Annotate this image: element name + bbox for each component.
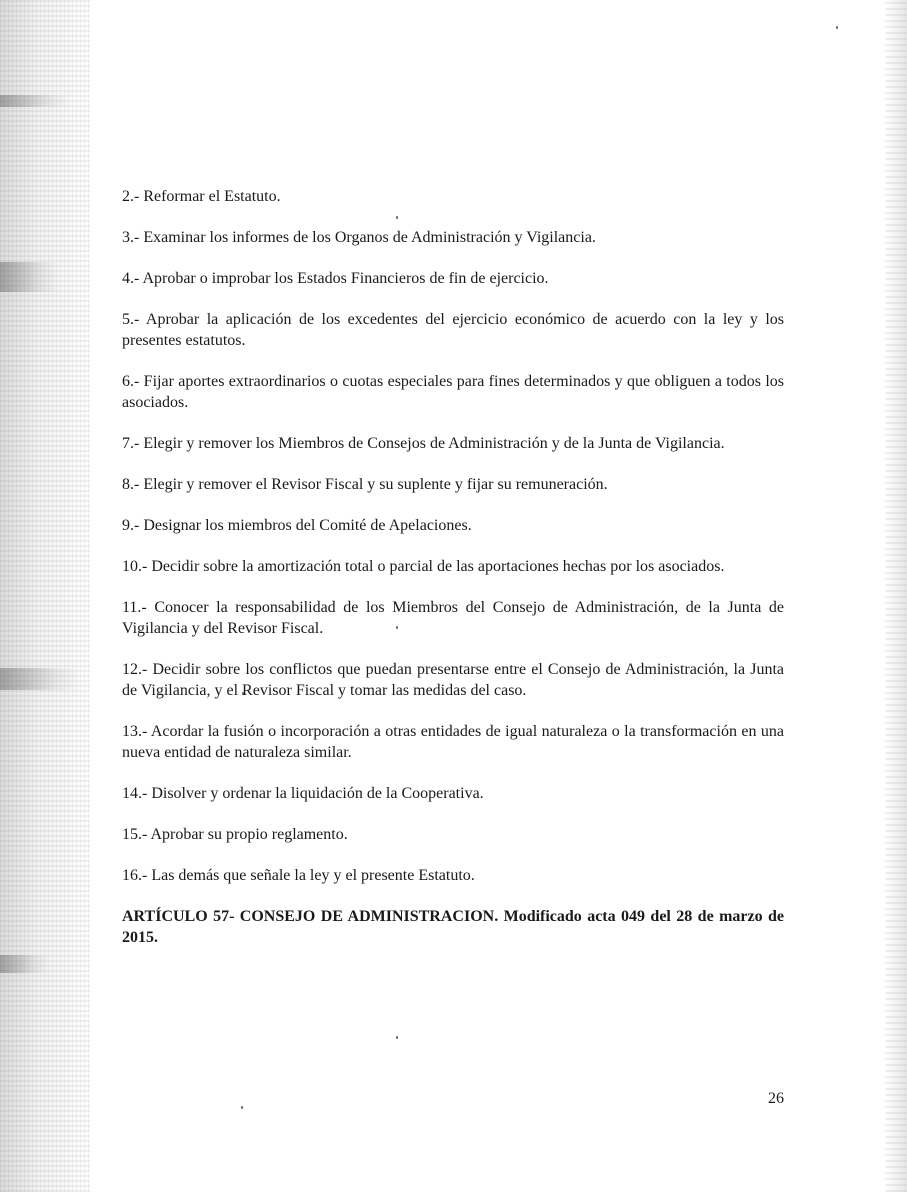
list-item: 14.- Disolver y ordenar la liquidación de la Cooperativa. (122, 785, 484, 802)
scan-artifact-right (885, 0, 907, 1192)
scan-speck (241, 1106, 243, 1109)
list-item: 9.- Designar los miembros del Comité de Apelaciones. (122, 517, 472, 534)
list-item: 16.- Las demás que señale la ley y el presente Estatuto. (122, 867, 475, 884)
scan-speck (396, 1036, 398, 1039)
list-item: 8.- Elegir y remover el Revisor Fiscal y su suplente y fijar su remuneración. (122, 476, 608, 493)
scan-smudge (0, 955, 50, 973)
list-item: 15.- Aprobar su propio reglamento. (122, 826, 348, 843)
list-item: 7.- Elegir y remover los Miembros de Consejos de Administración y de la Junta de Vigilancia. (122, 435, 725, 452)
list-item: 10.- Decidir sobre la amortización total o parcial de las aportaciones hechas por los asociados. (122, 558, 725, 575)
list-item: 2.- Reformar el Estatuto. (122, 188, 281, 205)
scan-smudge (0, 262, 60, 292)
list-item: 4.- Aprobar o improbar los Estados Financieros de fin de ejercicio. (122, 270, 549, 287)
scan-speck (836, 26, 838, 29)
article-heading: ARTÍCULO 57- CONSEJO DE ADMINISTRACION. Modificado acta 049 del 28 de marzo de 2015. (122, 908, 784, 946)
list-item: 3.- Examinar los informes de los Organos de Administración y Vigilancia. (122, 229, 596, 246)
list-item: 5.- Aprobar la aplicación de los excedentes del ejercicio económico de acuerdo con la ley y los presentes estatutos. (122, 311, 784, 349)
page-number: 26 (768, 1090, 784, 1107)
document-body (122, 186, 784, 968)
scan-artifact-left (0, 0, 90, 1192)
list-item: 13.- Acordar la fusión o incorporación a otras entidades de igual naturaleza o la transformación en una nueva entidad de naturaleza similar. (122, 723, 784, 761)
scan-smudge (0, 95, 70, 107)
list-item: 11.- Conocer la responsabilidad de los Miembros del Consejo de Administración, de la Junta de Vigilancia y del Revisor Fiscal. (122, 599, 784, 637)
scan-smudge (0, 668, 80, 690)
list-item: 12.- Decidir sobre los conflictos que puedan presentarse entre el Consejo de Administración, la Junta de Vigilancia, y el Revisor Fiscal y tomar las medidas del caso. (122, 661, 784, 699)
list-item: 6.- Fijar aportes extraordinarios o cuotas especiales para fines determinados y que obliguen a todos los asociados. (122, 373, 784, 411)
